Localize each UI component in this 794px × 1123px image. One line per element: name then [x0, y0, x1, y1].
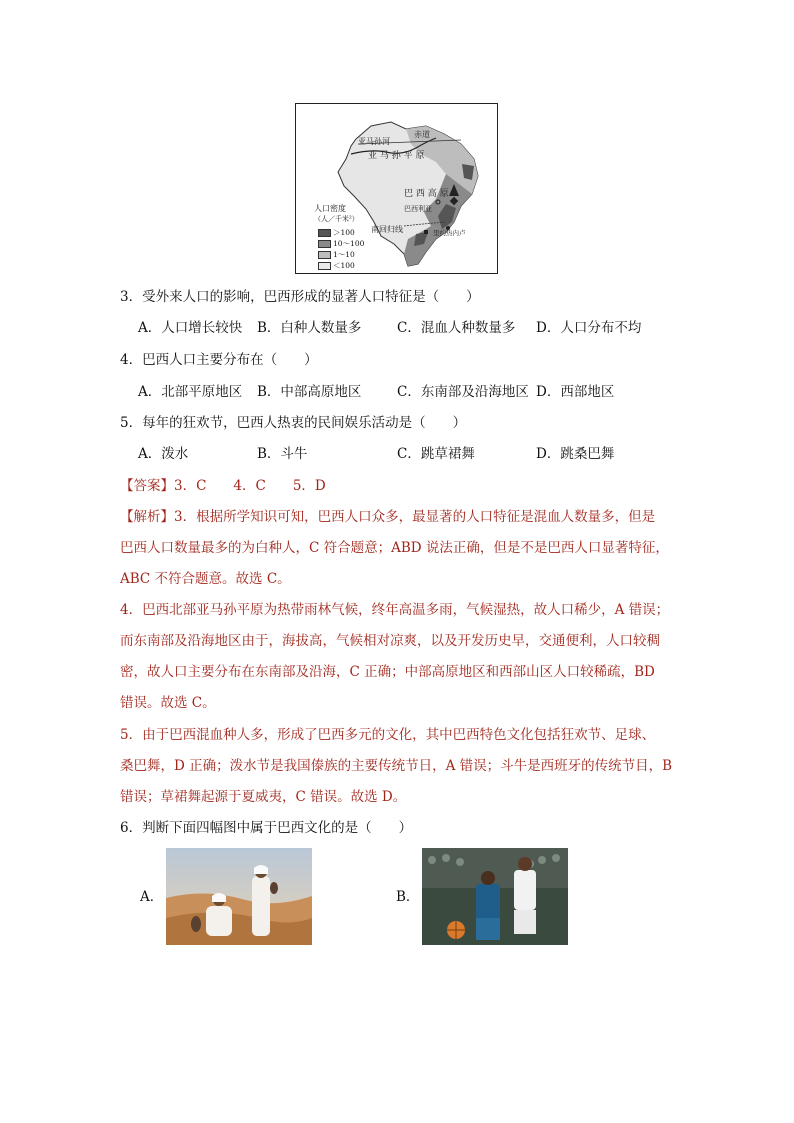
desert-falconers-image — [166, 848, 312, 945]
brazil-population-map — [295, 103, 498, 274]
answer-tag: 【答案】 — [120, 478, 174, 494]
q5-option-c: C．跳草裙舞 — [397, 446, 475, 462]
analysis-line: 【解析】3．根据所学知识可知，巴西人口众多，最显著的人口特征是混血人数量多，但是 — [120, 509, 656, 525]
answer-line — [120, 476, 326, 496]
answer-text: 3．C 4．C 5．D — [174, 478, 326, 494]
legend-item: ＞100 — [318, 228, 355, 237]
q3-option-a: A．人口增长较快 — [138, 320, 243, 336]
analysis-line: 巴西人口数量最多的为白种人，C 符合题意；ABD 说法正确，但是不是巴西人口显著特征， — [120, 540, 669, 556]
analysis-line: ABC 不符合题意。故选 C。 — [120, 571, 291, 587]
analysis-tag: 【解析】 — [120, 509, 174, 525]
q4-option-d: D．西部地区 — [536, 384, 615, 400]
basketball-players-image — [422, 848, 568, 945]
tropic-label: 南回归线 — [371, 225, 403, 234]
legend-item: 1～10 — [318, 250, 355, 259]
legend-item: ＜100 — [318, 261, 355, 270]
legend-title: 人口密度 （人／千米²） — [314, 204, 359, 223]
analysis-line: 桑巴舞，D 正确；泼水节是我国傣族的主要传统节日，A 错误；斗牛是西班牙的传统节目，B — [120, 758, 673, 774]
amazon-plain-label: 亚 马 孙 平 原 — [368, 151, 425, 161]
q6-option-b-label: B． — [396, 889, 420, 905]
q3-option-c: C．混血人种数量多 — [397, 320, 516, 336]
legend-item: 10～100 — [318, 239, 364, 248]
analysis-line: 错误；草裙舞起源于夏威夷，C 错误。故选 D。 — [120, 789, 407, 805]
q4-option-b: B．中部高原地区 — [257, 384, 362, 400]
q5-option-a: A．泼水 — [138, 446, 189, 462]
analysis-line: 5．由于巴西混血种人多，形成了巴西多元的文化，其中巴西特色文化包括狂欢节、足球、 — [120, 727, 656, 743]
analysis-line: 错误。故选 C。 — [120, 695, 216, 711]
brazil-highlands-label: 巴 西 高 原 — [404, 189, 449, 199]
q3-option-d: D．人口分布不均 — [536, 320, 642, 336]
amazon-river-label: 亚马孙河 — [358, 137, 390, 146]
q4-option-c: C．东南部及沿海地区 — [397, 384, 529, 400]
q6-option-a-label: A． — [140, 889, 164, 905]
brasilia-label: 巴西利亚 — [404, 205, 432, 213]
q5-option-b: B．斗牛 — [257, 446, 308, 462]
analysis-line: 而东南部及沿海地区由于，海拔高，气候相对凉爽，以及开发历史早，交通便利，人口较稠 — [120, 633, 660, 649]
analysis-line: 4．巴西北部亚马孙平原为热带雨林气候，终年高温多雨，气候湿热，故人口稀少，A 错误； — [120, 602, 670, 618]
q5-option-d: D．跳桑巴舞 — [536, 446, 615, 462]
q6-stem: 6．判断下面四幅图中属于巴西文化的是（ ） — [120, 820, 413, 836]
q4-stem: 4．巴西人口主要分布在（ ） — [120, 352, 318, 368]
analysis-line: 密，故人口主要分布在东南部及沿海，C 正确；中部高原地区和西部山区人口较稀疏，BD — [120, 664, 655, 680]
q4-option-a: A．北部平原地区 — [138, 384, 243, 400]
q3-stem: 3．受外来人口的影响，巴西形成的显著人口特征是（ ） — [120, 289, 480, 305]
equator-label: 赤道 — [414, 130, 430, 139]
q5-stem: 5．每年的狂欢节，巴西人热衷的民间娱乐活动是（ ） — [120, 415, 467, 431]
q3-option-b: B．白种人数量多 — [257, 320, 362, 336]
rio-label: 里约热内卢 — [433, 229, 466, 237]
